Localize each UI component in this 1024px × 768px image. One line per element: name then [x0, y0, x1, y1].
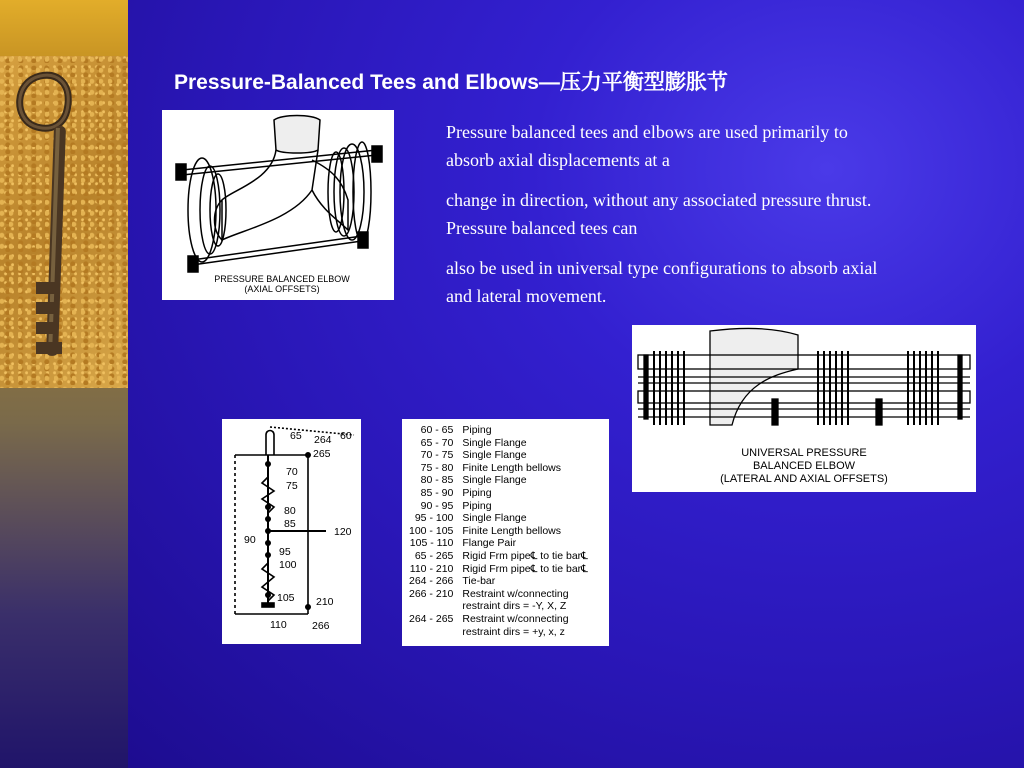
legend-description: Rigid Frm pipe℄ to tie bar℄: [462, 549, 588, 562]
node-label: 90: [244, 534, 256, 546]
legend-row: [406, 512, 591, 525]
node-label: 95: [279, 546, 291, 558]
legend-row: [406, 500, 591, 513]
node-label: 120: [334, 526, 352, 538]
legend-description: Restraint w/connecting: [462, 587, 569, 600]
body-text: [446, 118, 896, 322]
node-label: 210: [316, 596, 334, 608]
elbow-caption-line2: (AXIAL OFFSETS): [244, 284, 320, 294]
node-label: 75: [286, 480, 298, 492]
legend-range: 266 - 210: [409, 587, 454, 600]
legend-row: [406, 600, 591, 613]
legend-description: Piping: [462, 424, 492, 436]
legend-range: 70 - 75: [420, 449, 454, 462]
legend-row: [406, 537, 591, 550]
legend-description: Piping: [462, 499, 492, 512]
legend-row: [406, 474, 591, 487]
legend-range: [406, 600, 459, 613]
legend-range: 95 - 100: [414, 512, 454, 525]
legend-range: 85 - 90: [420, 486, 454, 499]
legend-range: 110 - 210: [409, 562, 454, 575]
slide-title: Pressure-Balanced Tees and Elbows—压力平衡型膨胀节: [174, 71, 728, 94]
legend-description: Piping: [462, 486, 492, 499]
node-label: 65: [290, 430, 302, 442]
node-label: 265: [313, 448, 331, 460]
paragraph-3: also be used in universal type configurations to absorb axial and lateral movement.: [446, 258, 878, 306]
paragraph-2: change in direction, without any associated pressure thrust. Pressure balanced tees can: [446, 190, 872, 238]
gold-bar: [0, 0, 128, 56]
node-label: 100: [279, 559, 297, 571]
node-label: 70: [286, 466, 298, 478]
node-label: 80: [284, 505, 296, 517]
universal-caption-line2: BALANCED ELBOW: [752, 460, 856, 472]
node-label: 105: [277, 592, 295, 604]
legend-row: [406, 437, 591, 450]
legend-description: Finite Length bellows: [462, 524, 562, 537]
legend-table: [406, 424, 591, 638]
legend-description: Single Flange: [462, 436, 527, 449]
legend-description: Tie-bar: [462, 575, 496, 588]
legend-range: 75 - 80: [420, 461, 454, 474]
legend-description: Rigid Frm pipe℄ to tie bar℄: [462, 562, 588, 575]
figure-node-diagram: [222, 419, 361, 644]
legend-description: Single Flange: [462, 474, 527, 487]
legend-row: [406, 563, 591, 576]
paragraph-1: Pressure balanced tees and elbows are used primarily to absorb axial displacements at a: [446, 122, 848, 170]
legend-row: [406, 424, 591, 437]
left-decor-strip: [0, 0, 128, 768]
old-key-icon: [0, 56, 128, 388]
key-photo: [0, 56, 128, 388]
legend-range: 65 - 265: [414, 549, 454, 562]
legend-range: 105 - 110: [409, 537, 454, 550]
node-label: 85: [284, 518, 296, 530]
figure-legend-table: [402, 419, 609, 646]
elbow-caption-line1: PRESSURE BALANCED ELBOW: [214, 274, 350, 284]
legend-row: [406, 550, 591, 563]
legend-range: 90 - 95: [420, 499, 454, 512]
universal-caption-line3: (LATERAL AND AXIAL OFFSETS): [720, 473, 888, 485]
legend-row: [406, 588, 591, 601]
node-label: 266: [312, 620, 330, 632]
legend-range: 264 - 266: [409, 575, 454, 588]
legend-description: restraint dirs = -Y, X, Z: [462, 600, 567, 613]
legend-row: [406, 525, 591, 538]
node-label: 110: [270, 619, 287, 631]
legend-row: [406, 449, 591, 462]
figure-pressure-balanced-elbow: [162, 110, 394, 300]
legend-range: 264 - 265: [409, 612, 454, 625]
legend-row: [406, 575, 591, 588]
legend-row: [406, 613, 591, 626]
legend-description: Single Flange: [462, 449, 527, 462]
legend-row: [406, 626, 591, 639]
legend-range: 80 - 85: [420, 474, 454, 487]
legend-description: restraint dirs = +y, x, z: [462, 625, 565, 638]
legend-range: 60 - 65: [420, 424, 454, 436]
legend-range: 65 - 70: [420, 436, 454, 449]
node-label: 60: [340, 430, 352, 442]
legend-range: [406, 626, 459, 639]
figure-universal-pressure-balanced-elbow: [632, 325, 976, 492]
legend-description: Restraint w/connecting: [462, 612, 569, 625]
legend-description: Finite Length bellows: [462, 461, 562, 474]
elbow-drawing: [162, 110, 394, 300]
universal-caption-line1: UNIVERSAL PRESSURE: [741, 447, 867, 459]
universal-elbow-drawing: [632, 325, 976, 492]
legend-description: Single Flange: [462, 512, 527, 525]
legend-row: [406, 462, 591, 475]
node-label: 264: [314, 434, 332, 446]
node-diagram-drawing: [222, 419, 361, 644]
legend-description: Flange Pair: [462, 537, 517, 550]
legend-row: [406, 487, 591, 500]
legend-range: 100 - 105: [409, 524, 454, 537]
